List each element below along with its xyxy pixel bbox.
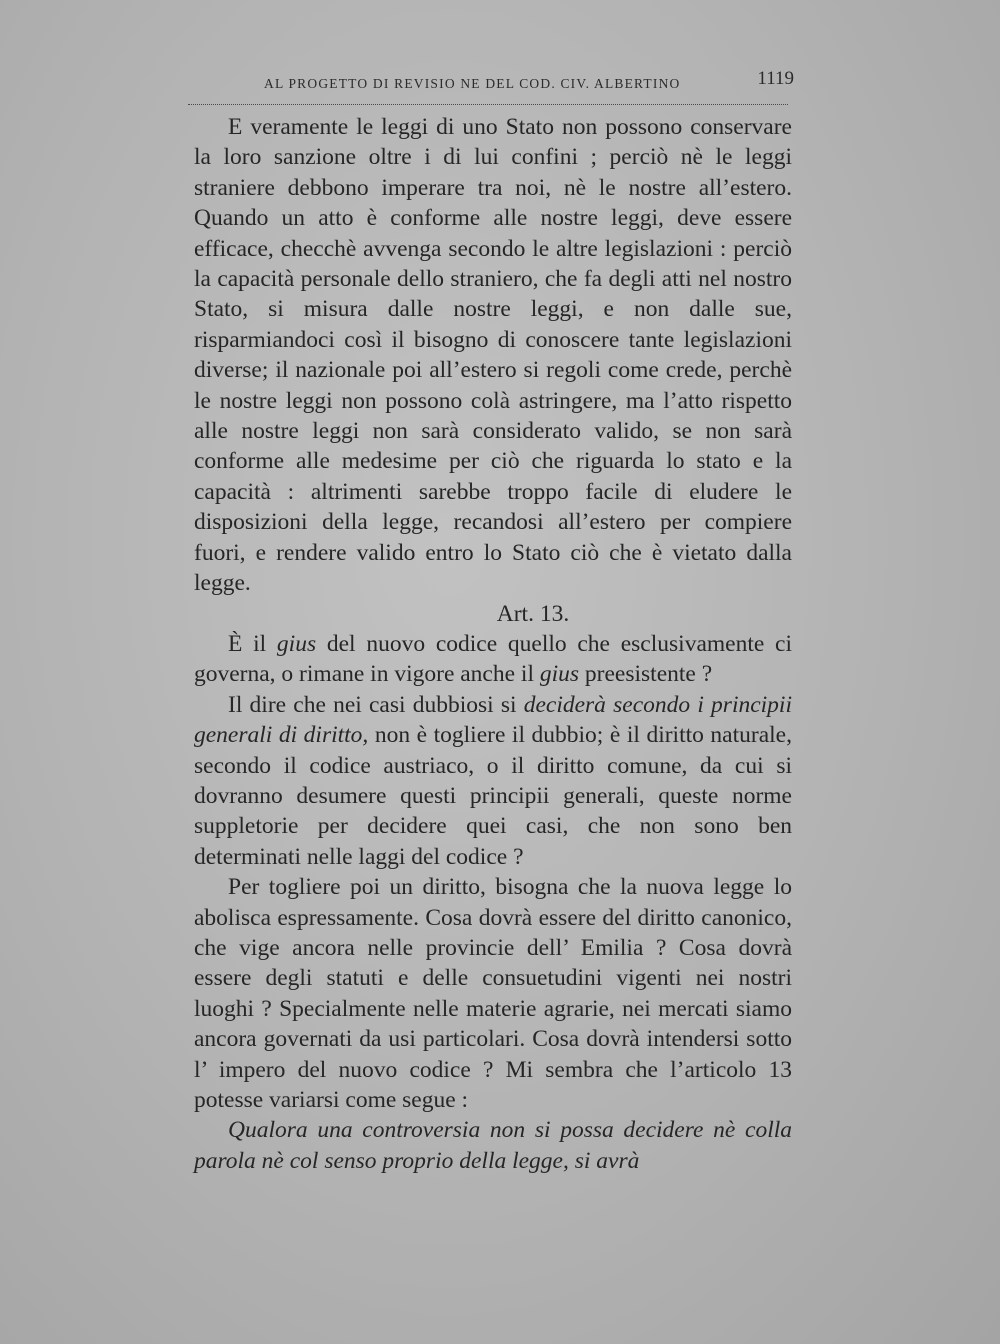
paragraph-3-text-1: Il dire che nei casi dubbiosi si — [228, 691, 524, 718]
page-number: 1119 — [757, 68, 794, 89]
paragraph-2-italic-1: gius — [276, 630, 317, 657]
paragraph-3-text-2: non è togliere il dubbio; è il diritto naturale, secondo il codice austriaco, o il diritto comune, da cui si dovranno desumere questi principii generali, queste norme suppletorie per decidere quei casi, che non sono ben determinati nelle laggi del codice ? — [194, 722, 792, 870]
paragraph-2-text-2: del nuovo codice quello che esclusivamente ci governa, o rimane in vigore anche il — [194, 630, 792, 688]
paragraph-2 — [194, 629, 792, 690]
paragraph-2-italic-2: gius — [539, 661, 580, 688]
running-head — [264, 68, 794, 96]
paragraph-3-italic: deciderà secondo i principii generali di diritto, — [194, 691, 792, 749]
paragraph-3 — [194, 690, 792, 872]
article-heading: Art. 13. — [496, 600, 570, 627]
paragraph-5-quote: Qualora una controversia non si possa decidere nè colla parola nè col senso proprio della legge, si avrà — [194, 1117, 792, 1174]
paragraph-1: E veramente le leggi di uno Stato non possono conservare la loro sanzione oltre i di lui confini ; perciò nè le leggi straniere debbono imperare tra noi, nè le nostre all’estero. Quando un atto è conforme alle nostre leggi, deve essere efficace, checchè avvenga secondo le altre legislazioni : perciò la capacità personale dello straniero, che fa degli atti nel nostro Stato, si misura dalle nostre leggi, e non dalle sue, risparmiandoci così il bisogno di conoscere tante legislazioni diverse; il nazionale poi all’estero si regoli come crede, perchè le nostre leggi non possono colà astringere, ma l’atto rispetto alle nostre leggi non sarà considerato valido, se non sarà conforme alle medesime per ciò che riguarda lo stato e la capacità : altrimenti sarebbe troppo facile di eludere le disposizioni della legge, recandosi all’estero per compiere fuori, e rendere valido entro lo Stato ciò che è vietato dalla legge. — [194, 114, 792, 597]
running-title: AL PROGETTO DI REVISIO NE DEL COD. CIV. ALBERTINO — [264, 76, 681, 91]
paragraph-2-text-3: preesistente ? — [579, 661, 713, 688]
paragraph-2-text-1: È il — [228, 630, 277, 657]
paragraph-4: Per togliere poi un diritto, bisogna che la nuova legge lo abolisca espressamente. Cosa dovrà essere del diritto canonico, che vige ancora nelle provincie dell’ Emilia ? Cosa dovrà essere degli statuti e delle consuetudini vigenti nei nostri luoghi ? Specialmente nelle materie agrarie, nei mercati siamo ancora governati da usi particolari. Cosa dovrà intendersi sotto l’ impero del nuovo codice ? Mi sembra che l’articolo 13 potesse variarsi come segue : — [194, 874, 792, 1113]
header-rule — [188, 104, 788, 105]
body-text — [194, 112, 792, 1176]
